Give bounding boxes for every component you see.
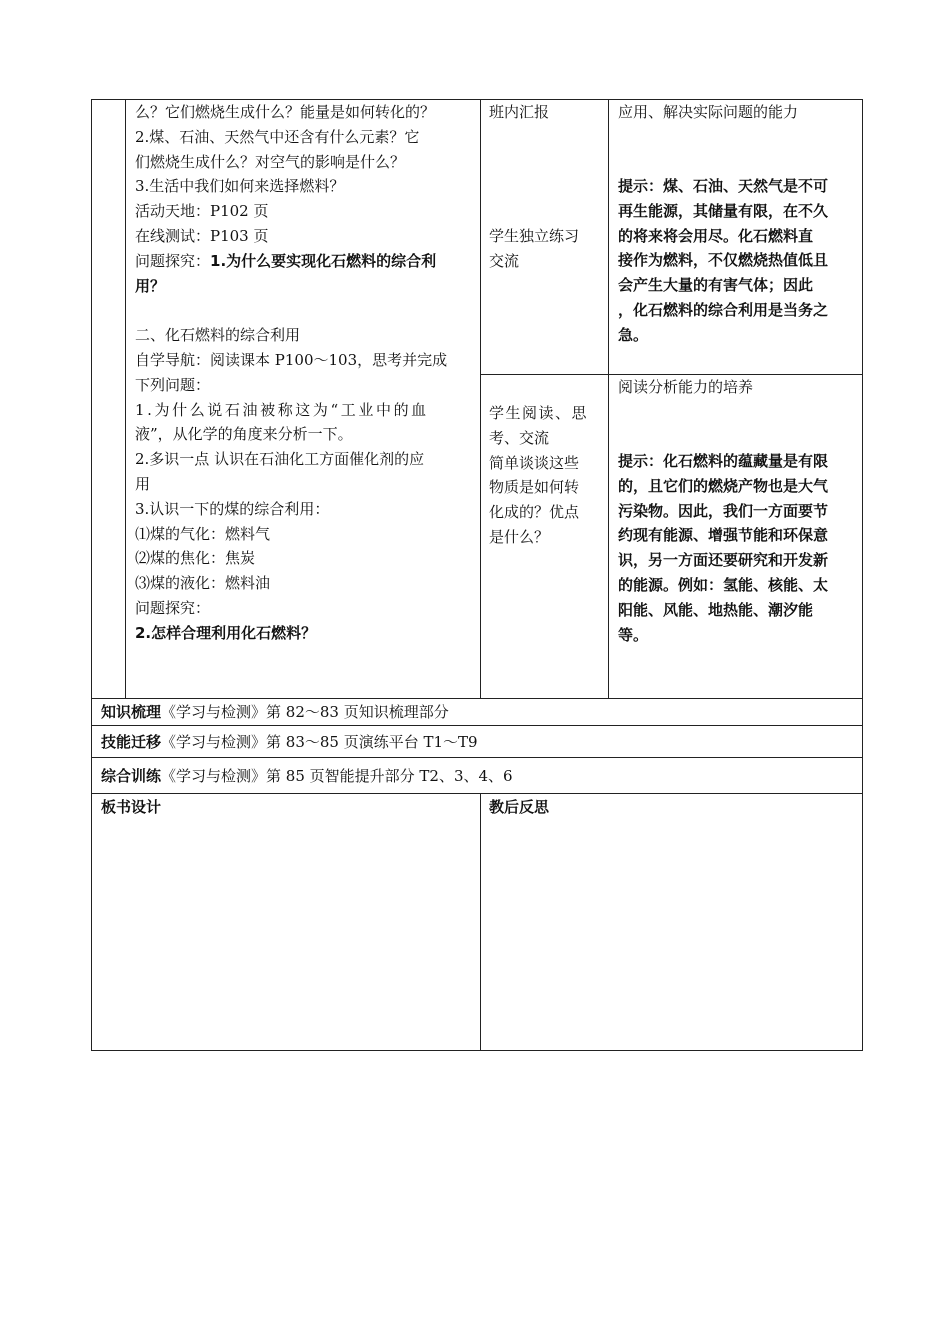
coal-coking: ⑵煤的焦化：焦炭 (135, 549, 256, 568)
inquiry-1 (135, 249, 475, 274)
question-1-cont: 液”，从化学的角度来分析一下。 (135, 425, 353, 444)
skill-label: 技能迁移 (101, 733, 162, 751)
content-line: 2.煤、石油、天然气中还含有什么元素？它 (135, 127, 420, 146)
inquiry-2-question: 2.怎样合理利用化石燃料？ (135, 623, 317, 642)
inquiry-2-label: 问题探究： (135, 598, 211, 617)
hint-bottom (618, 449, 858, 647)
hint-line: 再生能源，其储量有限，在不久 (618, 201, 829, 220)
coal-liquefaction: ⑶煤的液化：燃料油 (135, 574, 271, 593)
self-study-guide-cont: 下列问题： (135, 375, 211, 394)
ability-label: 阅读分析能力的培养 (618, 378, 754, 396)
hint-line: 的能源。例如：氢能、核能、太 (618, 575, 829, 594)
activity-line: 简单谈谈这些 (489, 453, 580, 472)
coal-gasification: ⑴煤的气化：燃料气 (135, 524, 271, 543)
activity-line: 物质是如何转 (489, 478, 580, 497)
hint-line: 阳能、风能、地热能、潮汐能 (618, 600, 814, 619)
student-practice (489, 224, 604, 274)
col-divider-bottom (480, 793, 481, 1051)
activity-line: 考、交流 (489, 428, 550, 447)
hint-line: 识，另一方面还要研究和开发新 (618, 551, 829, 570)
content-line: 么？它们燃烧生成什么？能量是如何转化的？ (135, 103, 436, 121)
content-line: 活动天地：P102 页 (135, 202, 269, 221)
content-line: 3.生活中我们如何来选择燃料？ (135, 177, 345, 196)
hint-line: 接作为燃料，不仅燃烧热值低且 (618, 251, 829, 270)
section-2-title: 二、化石燃料的综合利用 (135, 326, 301, 345)
board-design-label: 板书设计 (101, 798, 162, 816)
hint-line: 的将来将会用尽。化石燃料直 (618, 226, 814, 245)
student-activity-bottom (489, 401, 604, 550)
activity-line: 化成的？优点 (489, 503, 580, 522)
table-border-bottom (91, 1050, 863, 1051)
col-divider-3 (608, 99, 609, 699)
activity-line: 学生阅读、思 (489, 404, 589, 422)
question-3: 3.认识一下的煤的综合利用： (135, 499, 330, 518)
reflection-label: 教后反思 (489, 798, 550, 816)
hint-line: 会产生大量的有害气体；因此 (618, 276, 814, 295)
hint-line: 提示：化石燃料的蕴藏量是有限 (618, 452, 829, 470)
skill-text: 《学习与检测》第 83～85 页演练平台 T1～T9 (161, 733, 478, 751)
practice-line: 交流 (489, 251, 520, 270)
hint-line: 等。 (618, 625, 649, 644)
row-divider-skill (91, 725, 863, 726)
table-border-left (91, 99, 92, 1051)
row-divider-training (91, 757, 863, 758)
training-label: 综合训练 (101, 767, 162, 785)
ability-bottom (618, 375, 858, 400)
skill-row (101, 732, 478, 752)
training-text: 《学习与检测》第 85 页智能提升部分 T2、3、4、6 (161, 767, 513, 785)
class-report: 班内汇报 (489, 103, 550, 121)
question-2-cont: 用 (135, 474, 151, 493)
row-divider-bottom (91, 793, 863, 794)
inquiry-1-question-cont: 用？ (135, 276, 166, 295)
hint-line: ，化石燃料的综合利用是当务之 (618, 300, 829, 319)
inquiry-1-prefix: 问题探究： (135, 251, 211, 270)
content-line: 们燃烧生成什么？对空气的影响是什么？ (135, 152, 406, 171)
question-2: 2.多识一点 认识在石油化工方面催化剂的应 (135, 450, 425, 469)
hint-line: 的，且它们的燃烧产物也是大气 (618, 476, 829, 495)
knowledge-text: 《学习与检测》第 82～83 页知识梳理部分 (161, 703, 449, 721)
table-border-right (862, 99, 863, 1051)
content-line: 在线测试：P103 页 (135, 226, 269, 245)
ability-top (618, 100, 858, 125)
ability-label: 应用、解决实际问题的能力 (618, 103, 799, 121)
col-divider-2 (480, 99, 481, 699)
knowledge-label: 知识梳理 (101, 703, 162, 721)
row-divider-knowledge (91, 698, 863, 699)
question-1: 1.为什么说石油被称这为“工业中的血 (135, 400, 429, 419)
practice-line: 学生独立练习 (489, 227, 580, 245)
training-row (101, 766, 513, 786)
self-study-guide: 自学导航：阅读课本 P100～103，思考并完成 (135, 350, 448, 369)
knowledge-row (101, 702, 449, 722)
col-divider-1 (125, 99, 126, 699)
reflection-cell (489, 797, 549, 817)
inquiry-1-question: 1.为什么要实现化石燃料的综合利 (210, 251, 437, 270)
lesson-content (135, 100, 475, 646)
blank-line (135, 298, 475, 323)
activity-line: 是什么？ (489, 527, 550, 546)
board-design-cell (101, 797, 161, 817)
hint-top (618, 174, 858, 348)
student-activity-top (489, 100, 604, 125)
hint-line: 约现有能源、增强节能和环保意 (618, 526, 829, 545)
hint-line: 急。 (618, 325, 649, 344)
hint-line: 提示：煤、石油、天然气是不可 (618, 177, 829, 195)
hint-line: 污染物。因此，我们一方面要节 (618, 501, 829, 520)
